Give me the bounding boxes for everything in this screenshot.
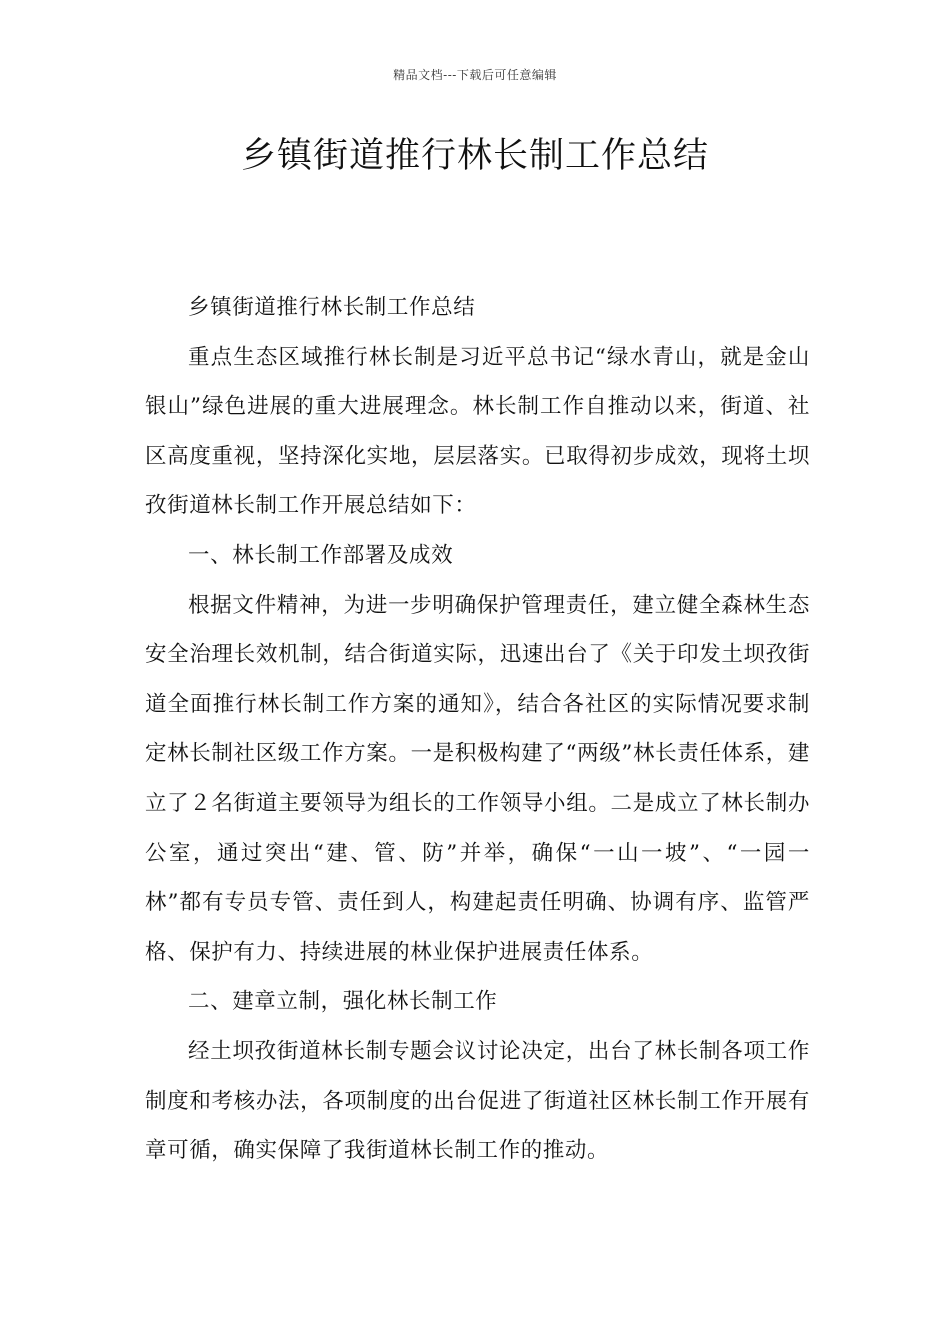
body-paragraph-section-1: 根据文件精神，为进一步明确保护管理责任，建立健全森林生态安全治理长效机制，结合街道实际，迅速出台了《关于印发土坝孜街道全面推行林长制工作方案的通知》，结合各社区的实际情况要求制定林长制社区级工作方案。一是积极构建了“两级”林长责任体系，建立了２名街道主要领导为组长的工作领导小组。二是成立了林长制办公室，通过突出“建、管、防”并举，确保“一山一坡”、“一园一林”都有专员专管、责任到人，构建起责任明确、协调有序、监管严格、保护有力、持续进展的林业保护进展责任体系。 <box>145 592 810 965</box>
body-paragraph-intro: 重点生态区域推行林长制是习近平总书记“绿水青山，就是金山银山”绿色进展的重大进展理念。林长制工作自推动以来，街道、社区高度重视，坚持深化实地，层层落实。已取得初步成效，现将土坝孜街道林长制工作开展总结如下： <box>145 344 810 519</box>
document-title: 乡镇街道推行林长制工作总结 <box>240 136 709 176</box>
document-body <box>145 283 810 1176</box>
body-paragraph-section-2: 经土坝孜街道林长制专题会议讨论决定，出台了林长制各项工作制度和考核办法，各项制度的出台促进了街道社区林长制工作开展有章可循，确实保障了我街道林长制工作的推动。 <box>145 1038 810 1164</box>
body-subtitle: 乡镇街道推行林长制工作总结 <box>188 295 476 320</box>
section-heading-2: 二、建章立制，强化林长制工作 <box>188 989 498 1015</box>
section-heading-1: 一、林长制工作部署及成效 <box>188 542 454 568</box>
header-note: 精品文档---下载后可任意编辑 <box>393 68 557 82</box>
